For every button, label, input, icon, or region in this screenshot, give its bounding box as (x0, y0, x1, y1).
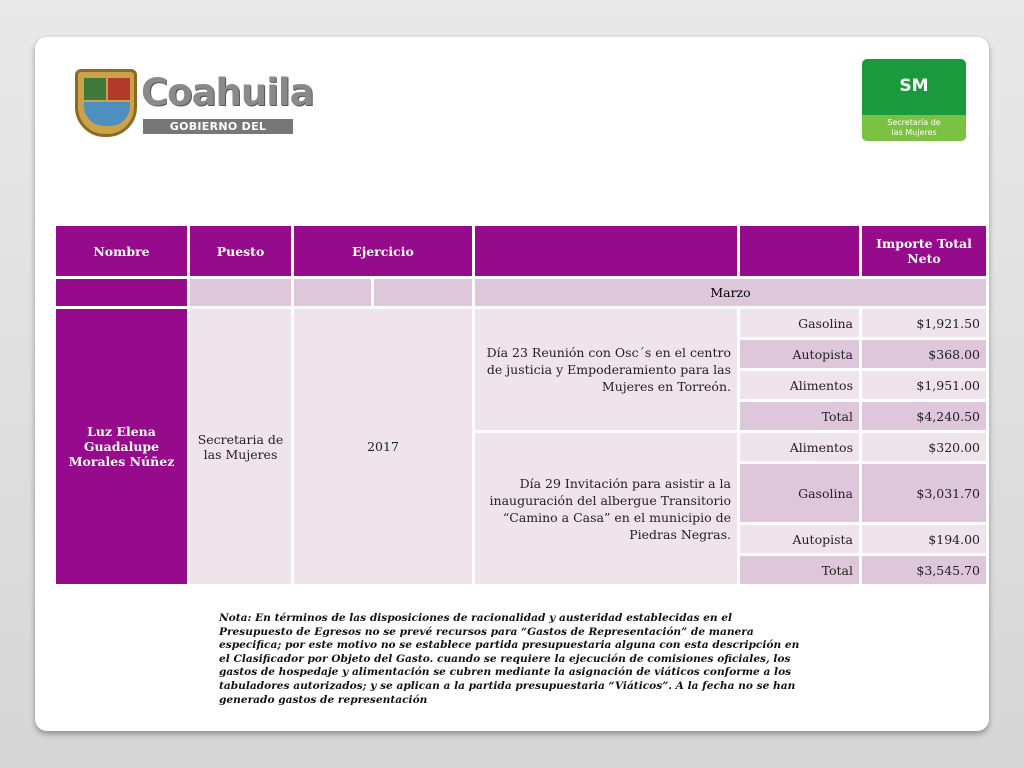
month-row-cell-2 (190, 279, 291, 306)
badge-caption-line2: las Mujeres (891, 128, 937, 137)
header-ejercicio: Ejercicio (294, 226, 472, 276)
month-row-cell-4 (374, 279, 472, 306)
event-description: Día 23 Reunión con Osc´s en el centro de justicia y Empoderamiento para las Mujeres en Torreón. (475, 309, 737, 430)
expenses-table (53, 223, 989, 587)
header-col4 (475, 226, 737, 276)
coat-of-arms-icon (75, 69, 137, 137)
person-position: Secretaria de las Mujeres (190, 309, 291, 584)
person-name: Luz Elena Guadalupe Morales Núñez (56, 309, 187, 584)
header-nombre: Nombre (56, 226, 187, 276)
concept-cell: Total (740, 556, 859, 584)
badge-title: SM (899, 76, 929, 96)
concept-cell: Total (740, 402, 859, 430)
fiscal-year: 2017 (294, 309, 472, 584)
month-row (56, 279, 986, 306)
table-row (56, 309, 986, 337)
table-header-row (56, 226, 986, 276)
concept-cell: Autopista (740, 525, 859, 553)
amount-cell: $320.00 (862, 433, 986, 461)
concept-cell: Alimentos (740, 433, 859, 461)
sm-badge (862, 59, 966, 141)
concept-cell: Alimentos (740, 371, 859, 399)
slide (35, 37, 989, 731)
coahuila-logo (75, 67, 315, 148)
header-col5 (740, 226, 859, 276)
month-label: Marzo (475, 279, 986, 306)
badge-caption (862, 115, 966, 141)
amount-cell: $3,031.70 (862, 464, 986, 522)
logo-wordmark: Coahuila (141, 71, 314, 114)
concept-cell: Autopista (740, 340, 859, 368)
amount-cell: $194.00 (862, 525, 986, 553)
event-description: Día 29 Invitación para asistir a la inauguración del albergue Transitorio “Camino a Casa” en el municipio de Piedras Negras. (475, 433, 737, 584)
header-puesto: Puesto (190, 226, 291, 276)
badge-caption-line1: Secretaría de (887, 118, 941, 127)
month-row-cell-3 (294, 279, 371, 306)
amount-cell: $3,545.70 (862, 556, 986, 584)
concept-cell: Gasolina (740, 309, 859, 337)
concept-cell: Gasolina (740, 464, 859, 522)
month-row-cell-1 (56, 279, 187, 306)
logo-subtitle: GOBIERNO DEL ESTADO (143, 119, 293, 134)
footnote: Nota: En términos de las disposiciones de racionalidad y austeridad establecidas en el Presupuesto de Egresos no se prevé recursos para “Gastos de Representación” de manera especifica; por este motivo no se establece partida presupuestaria alguna con esta descripción en el Clasificador por Objeto del Gasto. cuando se requiere la ejecución de comisiones oficiales, los gastos de hospedaje y alimentación se cubren mediante la asignación de viáticos conforme a los tabuladores autorizados; y se aplican a la partida presupuestaria “Viáticos”. A la fecha no se han generado gastos de representación (219, 612, 800, 706)
amount-cell: $4,240.50 (862, 402, 986, 430)
amount-cell: $368.00 (862, 340, 986, 368)
header-importe: Importe Total Neto (862, 226, 986, 276)
amount-cell: $1,951.00 (862, 371, 986, 399)
amount-cell: $1,921.50 (862, 309, 986, 337)
